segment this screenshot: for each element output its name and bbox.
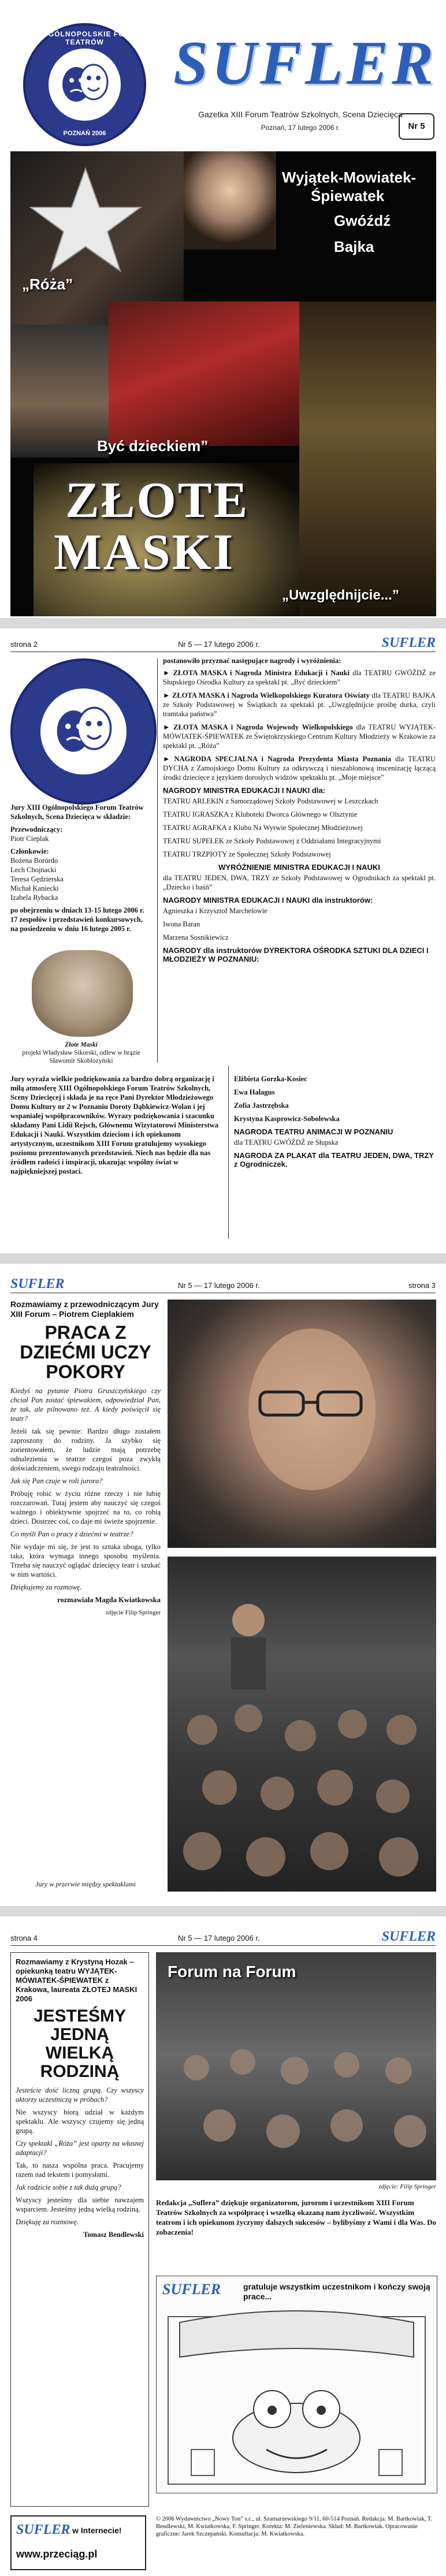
individual-title: NAGRODY MINISTRA EDUKACJI I NAUKI dla instruktorów: bbox=[163, 896, 373, 904]
column-divider bbox=[228, 1066, 229, 1239]
caption-gwozdz: Gwóźdź bbox=[334, 212, 391, 229]
page-number: strona 4 bbox=[10, 1934, 38, 1942]
masthead-subtitle: Gazetka XIII Forum Teatrów Szkolnych, Scena Dziecięca bbox=[198, 110, 403, 119]
interview-paragraph: Dziękujemy za rozmowę. bbox=[10, 1583, 82, 1591]
caption-roza: „Róża” bbox=[22, 276, 73, 293]
running-header bbox=[10, 1929, 436, 1946]
member: Bożena Borórdo bbox=[10, 857, 58, 865]
interview-paragraph: Nie wydaje mi się, że jest to sztuka uboga, tylko taka, która wymaga innego sposobu myślenia. Trzeba się nauczyć oglądać dziecięcy teatr i szukać w nim wartości. bbox=[10, 1543, 161, 1579]
interview-paragraph: Kiedyś na pytanie Piotra Gruszczyńskiego czy chciał Pan zostać śpiewakiem, odpowiedział Pan, że tak, ale pilnowano też. A kiedy poświęcił się teatr? bbox=[10, 1387, 161, 1423]
photo-credit: zdjęcie Filip Springer bbox=[105, 1609, 161, 1616]
cartoon-caption: gratuluje wszystkim uczestnikom i kończy swoją prace... bbox=[243, 2282, 430, 2301]
audience-title: NAGRODA TEATRU ANIMACJI W POZNANIU bbox=[234, 1127, 393, 1136]
caption-bajka: Bajka bbox=[334, 238, 374, 255]
award-body: dla TEATRU BAJKA ze Szkoły Podstawowej w Świątkach za spektakl pt. „Uwzględnijcie prośbę durka, czyli tramtaka państwa” bbox=[163, 691, 436, 718]
jury-after-text: po obejrzeniu w dniach 13-15 lutego 2006 r. 17 zespołów i przedstawień konkursowych, na posiedzeniu w dniu 16 lutego 2005 r. bbox=[10, 906, 144, 933]
award-item: ► NAGRODA SPECJALNA i Nagroda Prezydenta Miasta Poznania dla TEATRU DYCHA z Zamojskiego Domu Kultury za odkrywczą i nieszablonową inscenizację łączącą środki dziecięce z językiem dorosłych widzów spektaklu pt. „Moje miejsce” bbox=[163, 755, 436, 781]
photo-stage-scene bbox=[299, 301, 436, 616]
seal-inner bbox=[40, 688, 127, 775]
caption-wyjatek: Wyjątek-Mowiatek- bbox=[282, 169, 417, 186]
director-award: Elżbieta Gorzka-Kosiec bbox=[234, 1075, 307, 1083]
interview-paragraph: Próbuję robić w życiu różne rzeczy i nie lubię rozczarowań. Tutaj jestem aby nauczyć się czegoś ważnego i obiektywnie spojrzeć na to, co robią dzieci. Dostrzec coś, co daje mi świeże spojrzenie. bbox=[10, 1490, 161, 1525]
website-link[interactable]: www.przeciąg.pl bbox=[16, 2548, 98, 2560]
member: Teresa Gędzierska bbox=[10, 875, 64, 883]
column-divider bbox=[157, 658, 158, 1063]
mein-award: TEATRU SUPEŁEK ze Szkoły Podstawowej z Oddziałami Integracyjnymi bbox=[163, 837, 381, 845]
header-logo: SUFLER bbox=[381, 635, 436, 650]
award-head: ZŁOTA MASKA i Nagroda Wielkopolskiego Kuratora Oświaty bbox=[172, 691, 370, 699]
chair-label: Przewodniczący: bbox=[10, 825, 63, 833]
audience-photo bbox=[168, 1557, 436, 1892]
seal-inner bbox=[49, 49, 121, 121]
running-header bbox=[10, 1276, 436, 1293]
internet-label: w Internecie! bbox=[72, 2526, 122, 2535]
cartoon-illustration bbox=[156, 2276, 437, 2493]
golden-mask-image bbox=[32, 950, 133, 1037]
forum-photo bbox=[156, 1952, 436, 2180]
award-body: dla TEATRU WYJĄTEK-MÓWIATEK-ŚPIEWATEK ze Świętokrzyskiego Centrum Kultury Młodzieży w Krakowie za spektakl pt. „Róża” bbox=[163, 723, 436, 750]
forum-figures bbox=[156, 1952, 436, 2180]
page-number: strona 3 bbox=[408, 1281, 436, 1290]
award-item: ► ZŁOTA MASKA i Nagroda Wojewody Wielkopolskiego dla TEATRU WYJĄTEK-MÓWIATEK-ŚPIEWATEK ze Świętokrzyskiego Centrum Kultury Młodzieży w Krakowie za spektakl pt. „Róża” bbox=[163, 723, 436, 750]
masthead-dateline: Poznań, 17 lutego 2006 r. bbox=[261, 124, 340, 132]
awards-column bbox=[163, 656, 436, 965]
member: Michał Kaniecki bbox=[10, 884, 59, 892]
distinction-title: WYRÓŻNIENIE MINISTRA EDUKACJI I NAUKI bbox=[218, 863, 380, 872]
individual-award: Agnieszka i Krzysztof Marchelowie bbox=[163, 907, 267, 915]
caption-spiewatek: Śpiewatek bbox=[311, 187, 385, 204]
issue-date: Nr 5 — 17 lutego 2006 r. bbox=[178, 640, 260, 649]
member: Izabela Rybacka bbox=[10, 894, 58, 902]
cartoon-logo: SUFLER bbox=[162, 2281, 221, 2298]
award-head: NAGRODA SPECJALNA i Nagroda Prezydenta Miasta Poznania bbox=[174, 755, 391, 763]
mask-caption bbox=[10, 1041, 152, 1065]
krystyna-interview-box bbox=[10, 1952, 149, 2507]
director-award: Ewa Halagus bbox=[234, 1088, 275, 1096]
photo-caption: Jury w przerwie między spektaklami bbox=[35, 1880, 136, 1888]
interview-paragraph: Dziękuję za rozmowę. bbox=[16, 2218, 79, 2226]
portrait-figure bbox=[168, 1300, 436, 1548]
page-2 bbox=[0, 630, 446, 1250]
interview-paragraph: Czy spektakl „Róża” jest oparty na własnej adaptacji? bbox=[16, 2139, 144, 2157]
director-award: Zofia Jastrzębska bbox=[234, 1101, 289, 1110]
mask-caption-title: Złote Maski bbox=[65, 1041, 98, 1048]
caption-maski: MASKI bbox=[54, 524, 235, 580]
award-body: dla TEATRU DYCHA z Zamojskiego Domu Kultury za odkrywczą i nieszablonową inscenizację łączącą środki dziecięce z językiem dorosłych widzów spektaklu pt. „Moje miejsce” bbox=[163, 755, 436, 781]
running-header bbox=[10, 635, 436, 652]
forum-seal-logo bbox=[10, 658, 157, 805]
caption-uwzglednijcie: „Uwzględnijcie...” bbox=[282, 587, 399, 603]
interview-paragraph: Tak, to nasza wspólna praca. Pracujemy razem nad tekstem i pomysłami. bbox=[16, 2161, 144, 2179]
star-prop-image bbox=[28, 166, 143, 276]
colophon: © 2006 Wydawnictwo „Nowy Ton” s.c., ul. Szamarzewskiego 9/11, 60-514 Poznań. Redakcja: M. Bartkowiak, T. Bendlewski, M. Kwiatkowska, F. Springer. Korekta: M. Zieleniewska. Skład: M. Bartkowiak. Opracowanie graficzne: Jarek Szczepański. Konsultacja: M. Kwiatkowska. bbox=[156, 2516, 433, 2537]
caption-byc-dzieckiem: Być dzieckiem” bbox=[97, 437, 209, 455]
forum-seal-logo bbox=[23, 23, 146, 146]
issue-date: Nr 5 — 17 lutego 2006 r. bbox=[178, 1934, 260, 1942]
award-head: ZŁOTA MASKA i Nagroda Wojewody Wielkopolskiego bbox=[173, 723, 353, 731]
mask-caption-text: projekt Władysław Sikorski, odlew w brązie Sławomir Skoblozyński bbox=[22, 1049, 140, 1064]
individual-award: Marzena Sosnikiewicz bbox=[163, 933, 229, 941]
interview-title: JESTEŚMY JEDNĄ WIELKĄ RODZINĄ bbox=[33, 2007, 127, 2081]
interview-lead: Rozmawiamy z Krystyną Hozak – opiekunką teatru WYJĄTEK-MÓWIATEK-ŚPIEWATEK z Krakowa, laureata ZŁOTEJ MASKI 2006 bbox=[16, 1957, 137, 2003]
press-title: NAGRODA ZA PLAKAT dla TEATRU JEDEN, DWA, TRZY z Ogrodniczek. bbox=[234, 1151, 434, 1168]
forum-caption: Forum na Forum bbox=[168, 1963, 296, 1981]
mein-award: TEATRU ARLEKIN z Samorządowej Szkoły Podstawowej w Leszczkach bbox=[163, 797, 378, 805]
distinction-text: dla TEATRU JEDEN, DWA, TRZY ze Szkoły Podstawowej w Ogrodnikach za spektakl pt. „Dziecko i baśń” bbox=[163, 874, 436, 891]
page-separator bbox=[0, 618, 446, 628]
issue-date: Nr 5 — 17 lutego 2006 r. bbox=[178, 1281, 260, 1290]
interview-signature: Tomasz Bendlewski bbox=[83, 2231, 144, 2239]
award-item: ► ZŁOTA MASKA i Nagroda Wielkopolskiego Kuratora Oświaty dla TEATRU BAJKA ze Szkoły Podstawowej w Świątkach za spektakl pt. „Uwzględnijcie prośbę durka, czyli tramtaka państwa” bbox=[163, 691, 436, 718]
theatre-masks-icon bbox=[40, 688, 127, 775]
cover-page bbox=[0, 0, 446, 618]
internet-logo: SUFLER bbox=[16, 2522, 70, 2537]
header-logo: SUFLER bbox=[381, 1929, 436, 1944]
mein-award: TEATRU AGRAFKA z Klubu Na Wyrwie Społecznej Młodzieżowej bbox=[163, 824, 363, 832]
mein-title: NAGRODY MINISTRA EDUKACJI I NAUKI dla: bbox=[163, 786, 325, 795]
director-award: Krystyna Kasprowicz-Sobolewska bbox=[234, 1115, 340, 1123]
individual-award: Iwona Baran bbox=[163, 920, 200, 928]
interview-paragraph: Nie wszyscy biorą udział w każdym spektaklu. Ale wszyscy czujemy się jedną grupą. bbox=[16, 2108, 144, 2135]
mein-award: TEATRU IGRASZKA z Kluboteki Dworca Głównego w Olsztynie bbox=[163, 810, 358, 818]
masthead-title: SUFLER bbox=[173, 29, 437, 98]
members-label: Członkowie: bbox=[10, 847, 49, 855]
mein-award: TEATRU TRZPIOTY ze Społecznej Szkoły Podstawowej bbox=[163, 850, 331, 858]
interview-column bbox=[10, 1300, 161, 1621]
photo-performers bbox=[10, 325, 109, 457]
award-head: ZŁOTA MASKA i Nagroda Ministra Edukacji i Nauki bbox=[173, 669, 350, 677]
seal-ring-bottom: POZNAŃ 2006 bbox=[63, 130, 106, 137]
interview-paragraph: Wszyscy jesteśmy dla siebie nawzajem wsparciem. Jesteśmy jedną wielką rodziną. bbox=[16, 2196, 144, 2213]
audience-figures bbox=[168, 1557, 436, 1892]
chair-name: Piotr Cieplak bbox=[10, 835, 49, 843]
interview-paragraph: Jak radzicie sobie z tak dużą grupą? bbox=[16, 2183, 121, 2191]
theatre-masks-icon bbox=[49, 49, 121, 121]
caption-zlote: ZŁOTE bbox=[65, 472, 250, 528]
member: Lech Chojnacki bbox=[10, 866, 57, 874]
cover-collage bbox=[10, 151, 436, 616]
editorial-thanks: Redakcja „Suflera” dziękuje organizatorom, jurorom i uczestnikom XIII Forum Teatrów Szkolnych za współpracę i wszelką okazaną nam życzliwość. Wszystkim teatrom i ich opiekunom życzymy dalszych sukcesów – bylibyśmy z Wami i dla Was. Do zobaczenia! bbox=[156, 2198, 436, 2236]
awards-intro: postanowiło przyznać następujące nagrody i wyróżnienia: bbox=[163, 657, 341, 665]
award-body: dla TEATRU GWÓŹDŹ ze Słupskiego Ośrodka Kultury za spektakl pt. „Być dzieckiem” bbox=[163, 669, 436, 686]
thanks-note: Jury wyraża wielkie podziękowania za bardzo dobrą organizację i miłą atmosferę XIII Ogólnopolskiego Forum Teatrów Szkolnych, Sceny Dziecięcej i składa je na ręce Pani Dyrektor Młodzieżowego Domu Kultury nr 2 w Poznaniu Doroty Dąbkiewicz-Wolan i jej wspaniałej współpracowników. Wyrazy podziękowania i szacunku składamy Pani Lidii Rejsch, Głównemu Wizytatorowi Ministerstwa Edukacji i Nauki. Wszystkim dzieciom i ich opiekunom artystycznym, uczestnikom XIII Forum gratulujemy wysokiego poziomu prezentowanych przedstawień. Niech nas będzie dla nas źródłem radości i inspiracji, ukazując wspólny świat w najpiękniejszej postaci. bbox=[10, 1075, 219, 1175]
interview-paragraph: Jeżeli tak się pewnie: Bardzo długo zostałem zaproszony do rodziny. Ja szybko się zorientowałem, że ludzie mają potrzebę odnalezienia w teatrze czegoś poza zwykłą doświadczeniem, swego rodzaju teatralności. bbox=[10, 1427, 161, 1472]
cartoon-drawing bbox=[157, 2276, 437, 2493]
header-logo: SUFLER bbox=[10, 1276, 65, 1291]
photo-credit: zdjęcie: Filip Springer bbox=[378, 2183, 436, 2190]
award-item: ► ZŁOTA MASKA i Nagroda Ministra Edukacji i Nauki dla TEATRU GWÓŹDŹ ze Słupskiego Ośrodka Kultury za spektakl pt. „Być dzieckiem” bbox=[163, 669, 436, 686]
page-separator bbox=[0, 1253, 446, 1264]
photo-red-costumes bbox=[109, 301, 305, 446]
portrait-photo bbox=[168, 1300, 436, 1548]
director-awards-column bbox=[234, 1074, 436, 1170]
page-4 bbox=[0, 1923, 446, 2576]
page-separator bbox=[0, 1906, 446, 1916]
interview-paragraph: Jesteście dość liczną grupą. Czy wszyscy aktorzy uczestniczą w próbach? bbox=[16, 2086, 144, 2104]
interview-title: PRACA Z DZIEĆMI UCZY POKORY bbox=[20, 1322, 151, 1382]
interview-signature: rozmawiała Magda Kwiatkowska bbox=[57, 1596, 161, 1604]
page-number: strona 2 bbox=[10, 640, 38, 649]
interview-paragraph: Co myśli Pan o pracy z dziećmi w teatrze? bbox=[10, 1530, 133, 1538]
page-3 bbox=[0, 1271, 446, 1906]
photo-child-face bbox=[184, 151, 276, 250]
jury-title: Jury XIII Ogólnopolskiego Forum Teatrów Szkolnych, Scena Dziecięca w składzie: bbox=[10, 803, 144, 821]
director-title: NAGRODY dla instruktorów DYREKTORA OŚRODKA SZTUKI DLA DZIECI I MŁODZIEŻY W POZNANIU: bbox=[163, 946, 429, 963]
jury-composition bbox=[10, 803, 152, 933]
seal-ring-top: XIII OGÓLNOPOLSKIE FORUM TEATRÓW bbox=[27, 30, 142, 46]
issue-number: Nr 5 bbox=[399, 113, 434, 140]
internet-box bbox=[10, 2515, 146, 2570]
interview-paragraph: Jak się Pan czuje w roli jurora? bbox=[10, 1477, 103, 1485]
audience-award: dla TEATRU GWÓŹDŹ ze Słupska bbox=[234, 1138, 339, 1146]
interview-lead: Rozmawiamy z przewodniczącym Jury XIII Forum – Piotrem Cieplakiem bbox=[10, 1300, 159, 1319]
